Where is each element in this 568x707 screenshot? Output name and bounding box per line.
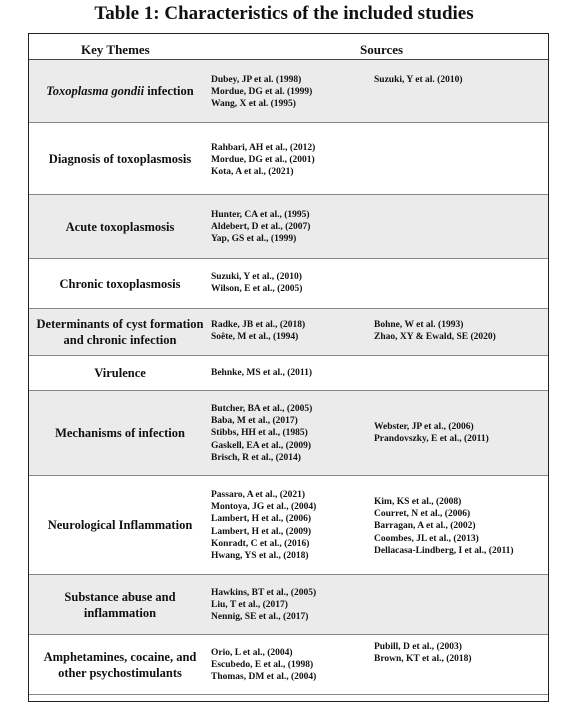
sources-col1 bbox=[211, 319, 305, 343]
studies-table bbox=[28, 33, 549, 702]
row-theme: Determinants of cyst formation and chronic infection bbox=[36, 317, 204, 347]
citation: Liu, T et al., (2017) bbox=[211, 600, 288, 611]
citation: Butcher, BA et al., (2005) bbox=[211, 404, 313, 414]
citation: Rahbari, AH et al., (2012) bbox=[211, 143, 316, 153]
theme-rest: infection bbox=[144, 84, 194, 98]
row-theme: Virulence bbox=[94, 366, 146, 380]
table-row bbox=[29, 356, 548, 391]
table-caption: Table 1: Characteristics of the included studies bbox=[94, 3, 474, 24]
header-sources: Sources bbox=[360, 42, 404, 57]
citation: Coombes, JL et al., (2013) bbox=[374, 533, 479, 544]
table-row bbox=[29, 60, 548, 123]
table-row bbox=[29, 635, 548, 695]
citation: Mordue, DG et al. (1999) bbox=[211, 87, 313, 98]
citation: Kota, A et al., (2021) bbox=[211, 167, 294, 178]
citation: Nennig, SE et al., (2017) bbox=[211, 612, 309, 623]
table-row bbox=[29, 195, 548, 259]
row-theme: Substance abuse and inflammation bbox=[64, 589, 176, 620]
citation: Thomas, DM et al., (2004) bbox=[211, 672, 317, 683]
sources-col1 bbox=[211, 587, 316, 624]
citation: Wang, X et al. (1995) bbox=[211, 99, 296, 110]
citation: Radke, JB et al., (2018) bbox=[211, 320, 306, 330]
citation: Webster, JP et al., (2006) bbox=[374, 422, 474, 432]
citation: Hunter, CA et al., (1995) bbox=[211, 210, 310, 220]
table-row bbox=[29, 476, 548, 575]
sources-col2 bbox=[374, 74, 463, 86]
citation: Konradt, C et al., (2016) bbox=[211, 538, 310, 549]
sources-col2 bbox=[374, 421, 489, 445]
theme-italic-part: Toxoplasma gondii bbox=[46, 84, 145, 98]
citation: Yap, GS et al., (1999) bbox=[211, 234, 297, 245]
citation: Wilson, E et al., (2005) bbox=[211, 284, 303, 295]
citation: Dubey, JP et al. (1998) bbox=[211, 75, 302, 85]
citation: Dellacasa-Lindberg, I et al., (2011) bbox=[374, 545, 514, 556]
sources-col1 bbox=[211, 403, 312, 464]
table-row bbox=[29, 309, 548, 356]
citation: Soête, M et al., (1994) bbox=[211, 332, 299, 343]
row-theme: Neurological Inflammation bbox=[47, 518, 193, 532]
citation: Pubill, D et al., (2003) bbox=[374, 642, 462, 652]
citation: Brown, KT et al., (2018) bbox=[374, 654, 472, 665]
citation: Orio, L et al., (2004) bbox=[211, 648, 293, 658]
citation: Barragan, A et al., (2002) bbox=[374, 521, 476, 532]
citation: Hwang, YS et al., (2018) bbox=[211, 550, 309, 561]
header-key-themes: Key Themes bbox=[81, 42, 150, 57]
citation: Baba, M et al., (2017) bbox=[211, 416, 298, 427]
citation: Suzuki, Y et al., (2010) bbox=[211, 272, 302, 282]
citation: Prandovszky, E et al., (2011) bbox=[374, 434, 489, 445]
citation: Gaskell, EA et al., (2009) bbox=[211, 440, 312, 451]
sources-col1 bbox=[211, 74, 312, 111]
row-theme bbox=[29, 60, 211, 122]
sources-col2 bbox=[374, 496, 514, 557]
citation: Escubedo, E et al., (1998) bbox=[211, 660, 314, 671]
citation: Suzuki, Y et al. (2010) bbox=[374, 75, 463, 85]
table-row bbox=[29, 259, 548, 309]
citation: Hawkins, BT et al., (2005) bbox=[211, 588, 317, 598]
citation: Kim, KS et al., (2008) bbox=[374, 497, 462, 507]
citation: Zhao, XY & Ewald, SE (2020) bbox=[374, 332, 496, 343]
citation: Behnke, MS et al., (2011) bbox=[211, 368, 313, 378]
citation: Lambert, H et al., (2006) bbox=[211, 514, 311, 525]
table-header bbox=[29, 34, 548, 60]
citation: Stibbs, HH et al., (1985) bbox=[211, 428, 308, 439]
sources-col2 bbox=[374, 641, 472, 665]
table-row bbox=[29, 575, 548, 635]
sources-col1 bbox=[211, 489, 316, 562]
row-theme: Acute toxoplasmosis bbox=[65, 219, 175, 234]
sources-col1 bbox=[211, 209, 310, 246]
row-theme: Amphetamines, cocaine, and other psychostimulants bbox=[43, 649, 197, 680]
citation: Mordue, DG et al., (2001) bbox=[211, 155, 315, 166]
sources-col1 bbox=[211, 367, 312, 379]
citation: Courret, N et al., (2006) bbox=[374, 509, 471, 520]
citation: Montoya, JG et al., (2004) bbox=[211, 502, 317, 513]
citation: Bohne, W et al. (1993) bbox=[374, 320, 464, 330]
row-theme: Mechanisms of infection bbox=[55, 426, 185, 440]
sources-col1 bbox=[211, 142, 315, 179]
sources-col1 bbox=[211, 647, 316, 684]
table-row bbox=[29, 391, 548, 476]
sources-col1 bbox=[211, 271, 302, 295]
row-theme: Chronic toxoplasmosis bbox=[59, 276, 181, 291]
citation: Lambert, H et al., (2009) bbox=[211, 526, 311, 537]
table-row bbox=[29, 123, 548, 195]
row-theme: Diagnosis of toxoplasmosis bbox=[48, 151, 192, 166]
sources-col2 bbox=[374, 319, 496, 343]
citation: Passaro, A et al., (2021) bbox=[211, 490, 306, 500]
citation: Aldebert, D et al., (2007) bbox=[211, 222, 311, 233]
citation: Brisch, R et al., (2014) bbox=[211, 452, 301, 463]
